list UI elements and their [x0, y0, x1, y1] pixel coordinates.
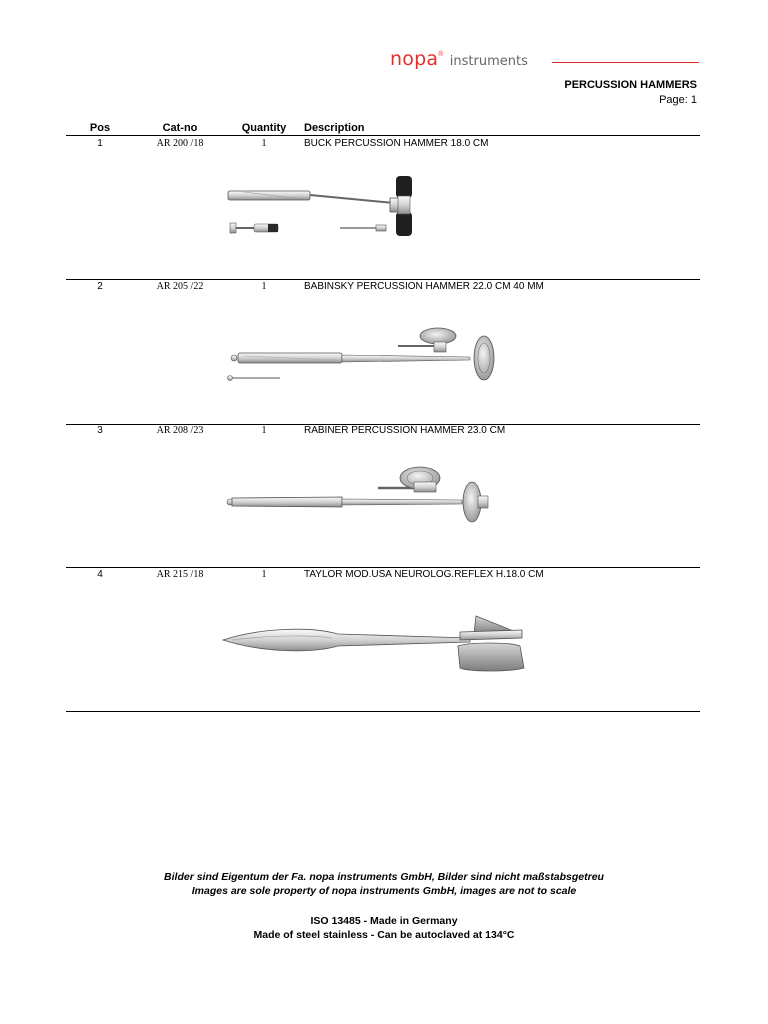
row-description: BUCK PERCUSSION HAMMER 18.0 CM — [304, 138, 489, 149]
row-divider — [66, 279, 700, 280]
rabiner-hammer-image — [222, 464, 494, 532]
footer-copyright-english: Images are sole property of nopa instruments GmbH, images are not to scale — [191, 885, 577, 897]
row-quantity: 1 — [261, 281, 267, 292]
row-divider — [66, 567, 700, 568]
column-header-pos: Pos — [89, 122, 111, 134]
row-quantity: 1 — [261, 569, 267, 580]
footer-copyright-german: Bilder sind Eigentum der Fa. nopa instruments GmbH, Bilder sind nicht maßstabsgetreu — [164, 871, 604, 883]
column-header-cat-no: Cat-no — [162, 122, 198, 134]
column-header-description: Description — [304, 122, 365, 134]
row-cat-no: AR 200 /18 — [156, 138, 204, 149]
page-number: Page: 1 — [659, 94, 697, 106]
row-cat-no: AR 208 /23 — [156, 425, 204, 436]
column-header-quantity: Quantity — [241, 122, 287, 134]
row-quantity: 1 — [261, 425, 267, 436]
babinsky-hammer-image — [222, 322, 502, 388]
row-pos: 3 — [97, 425, 103, 436]
logo-registered-mark: ® — [438, 51, 444, 58]
row-pos: 2 — [97, 281, 103, 292]
buck-hammer-image — [224, 168, 424, 240]
taylor-hammer-image — [220, 608, 532, 676]
table-bottom-rule — [66, 711, 700, 712]
logo-subtitle: instruments — [449, 54, 528, 69]
header-rule — [66, 135, 700, 136]
row-description: TAYLOR MOD.USA NEUROLOG.REFLEX H.18.0 CM — [304, 569, 544, 580]
row-pos: 4 — [97, 569, 103, 580]
row-quantity: 1 — [261, 138, 267, 149]
row-cat-no: AR 205 /22 — [156, 281, 204, 292]
logo-brand: nopa — [390, 48, 439, 70]
row-description: RABINER PERCUSSION HAMMER 23.0 CM — [304, 425, 506, 436]
footer-iso: ISO 13485 - Made in Germany — [310, 915, 458, 927]
logo-divider — [552, 62, 699, 63]
company-logo — [390, 48, 528, 70]
document-title: PERCUSSION HAMMERS — [564, 79, 697, 91]
row-cat-no: AR 215 /18 — [156, 569, 204, 580]
row-description: BABINSKY PERCUSSION HAMMER 22.0 CM 40 MM — [304, 281, 544, 292]
footer-material: Made of steel stainless - Can be autoclaved at 134°C — [253, 929, 515, 941]
row-pos: 1 — [97, 138, 103, 149]
